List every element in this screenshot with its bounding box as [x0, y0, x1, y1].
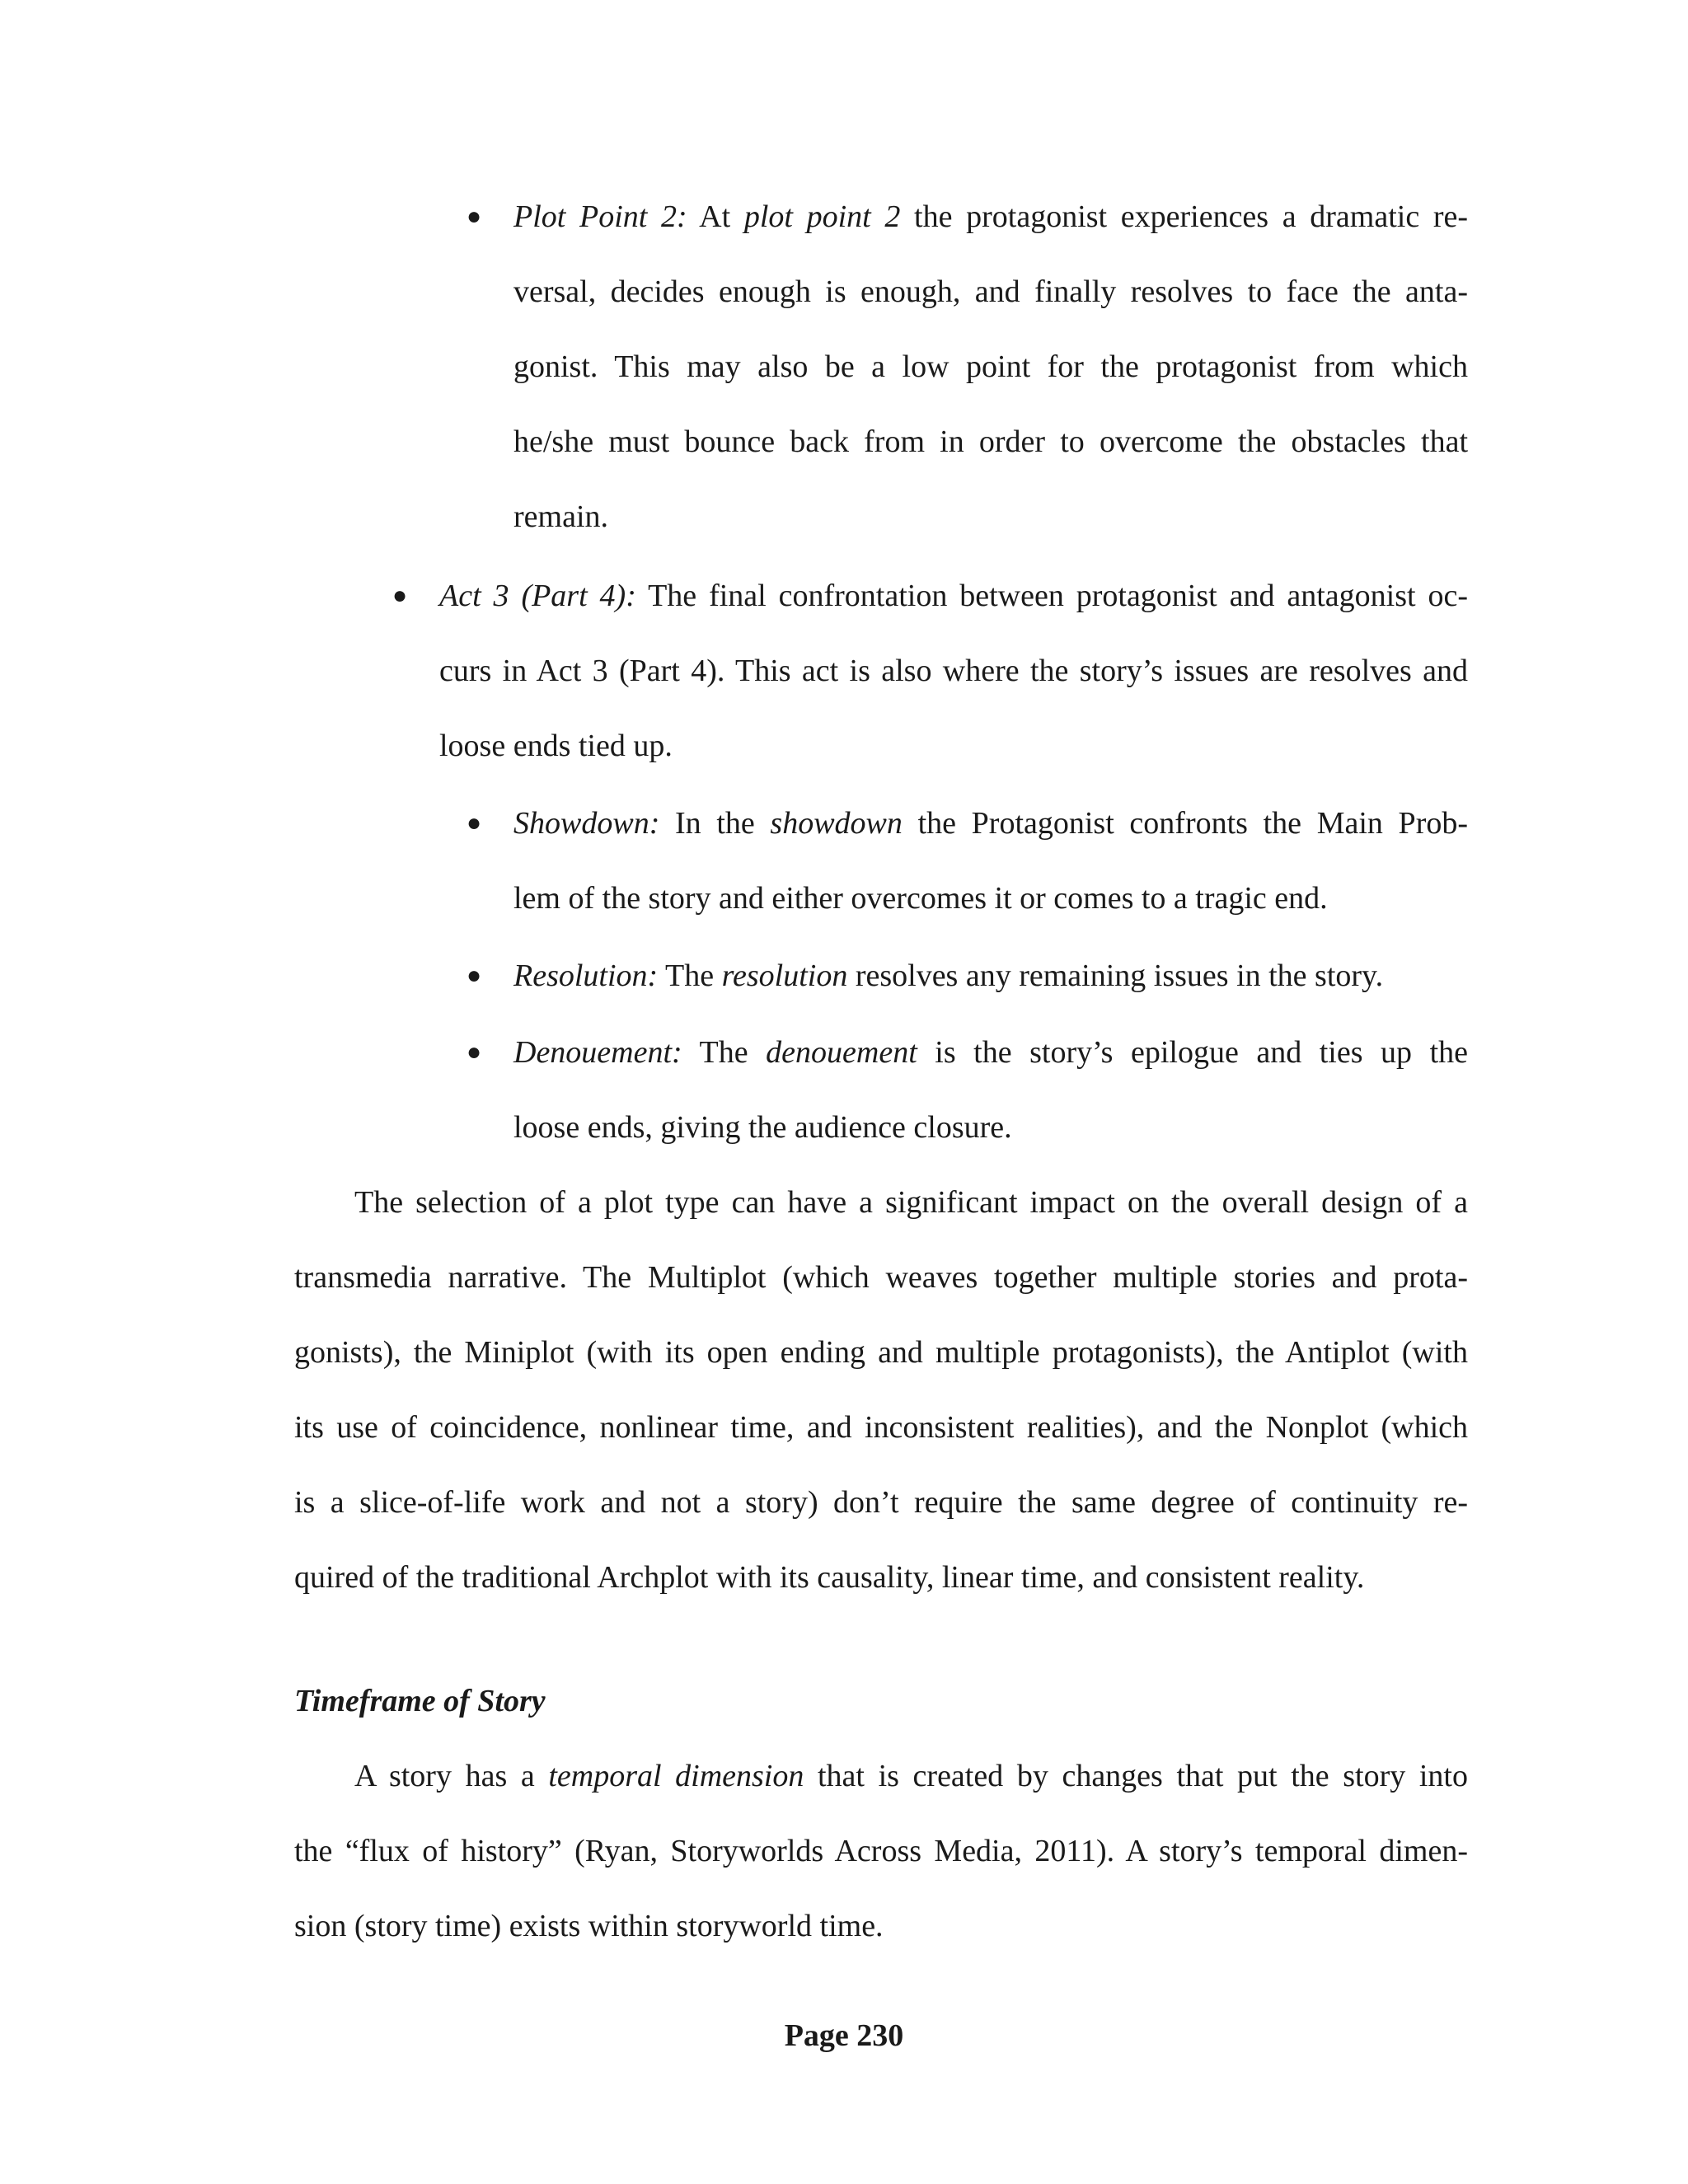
showdown-term: Showdown: [513, 806, 660, 841]
page-number: Page 230 [784, 2018, 904, 2053]
paragraph-2-line-3: sion (story time) exists within storyworld time. [294, 1909, 884, 1943]
act-3-line-2: curs in Act 3 (Part 4). This act is also where the story’s issues are resolves and [439, 654, 1468, 688]
section-heading: Timeframe of Story [294, 1684, 546, 1718]
denouement-line-1: Denouement: The denouement is the story’s epilogue and ties up the [513, 1035, 1468, 1070]
paragraph-1-line-1: The selection of a plot type can have a significant impact on the overall design of a [354, 1185, 1468, 1220]
temporal-dimension-term: temporal dimension [548, 1759, 804, 1793]
paragraph-1-line-6: quired of the traditional Archplot with its causality, linear time, and consistent reality. [294, 1560, 1365, 1595]
paragraph-1-line-5: is a slice-of-life work and not a story) don’t require the same degree of continuity re- [294, 1485, 1468, 1520]
act-3-line-3: loose ends tied up. [439, 729, 673, 763]
plot-point-2-line-1: Plot Point 2: At plot point 2 the protagonist experiences a dramatic re- [513, 199, 1469, 234]
paragraph-1-line-3: gonists), the Miniplot (with its open ending and multiple protagonists), the Antiplot (with [294, 1335, 1468, 1370]
paragraph-2-line-1: A story has a temporal dimension that is created by changes that put the story into [354, 1759, 1468, 1793]
act-3-term: Act 3 (Part 4): [439, 579, 636, 613]
resolution-term: Resolution: [513, 958, 659, 993]
bullet-dot: ● [467, 809, 482, 837]
bullet-dot: ● [467, 1038, 482, 1066]
bullet-dot: ● [392, 582, 408, 609]
plot-point-2-term: Plot Point 2: [513, 199, 687, 234]
plot-point-2-line-4: he/she must bounce back from in order to overcome the obstacles that [513, 424, 1468, 459]
plot-point-2-line-3: gonist. This may also be a low point for the protagonist from which [513, 349, 1468, 384]
denouement-term: Denouement: [513, 1035, 682, 1070]
paragraph-1-line-2: transmedia narrative. The Multiplot (which weaves together multiple stories and prota- [294, 1260, 1468, 1295]
paragraph-1-line-4: its use of coincidence, nonlinear time, and inconsistent realities), and the Nonplot (which [294, 1410, 1468, 1445]
act-3-line-1: Act 3 (Part 4): The final confrontation between protagonist and antagonist oc- [439, 579, 1469, 613]
bullet-dot: ● [467, 203, 482, 230]
denouement-line-2: loose ends, giving the audience closure. [513, 1110, 1012, 1145]
resolution-line-1: Resolution: The resolution resolves any remaining issues in the story. [513, 958, 1384, 993]
showdown-line-2: lem of the story and either overcomes it or comes to a tragic end. [513, 881, 1328, 916]
plot-point-2-line-2: versal, decides enough is enough, and finally resolves to face the anta- [513, 274, 1468, 309]
paragraph-2-line-2: the “flux of history” (Ryan, Storyworlds Across Media, 2011). A story’s temporal dimen- [294, 1834, 1468, 1868]
showdown-line-1: Showdown: In the showdown the Protagonist confronts the Main Prob- [513, 806, 1469, 841]
bullet-dot: ● [467, 962, 482, 989]
plot-point-2-line-5: remain. [513, 499, 609, 534]
